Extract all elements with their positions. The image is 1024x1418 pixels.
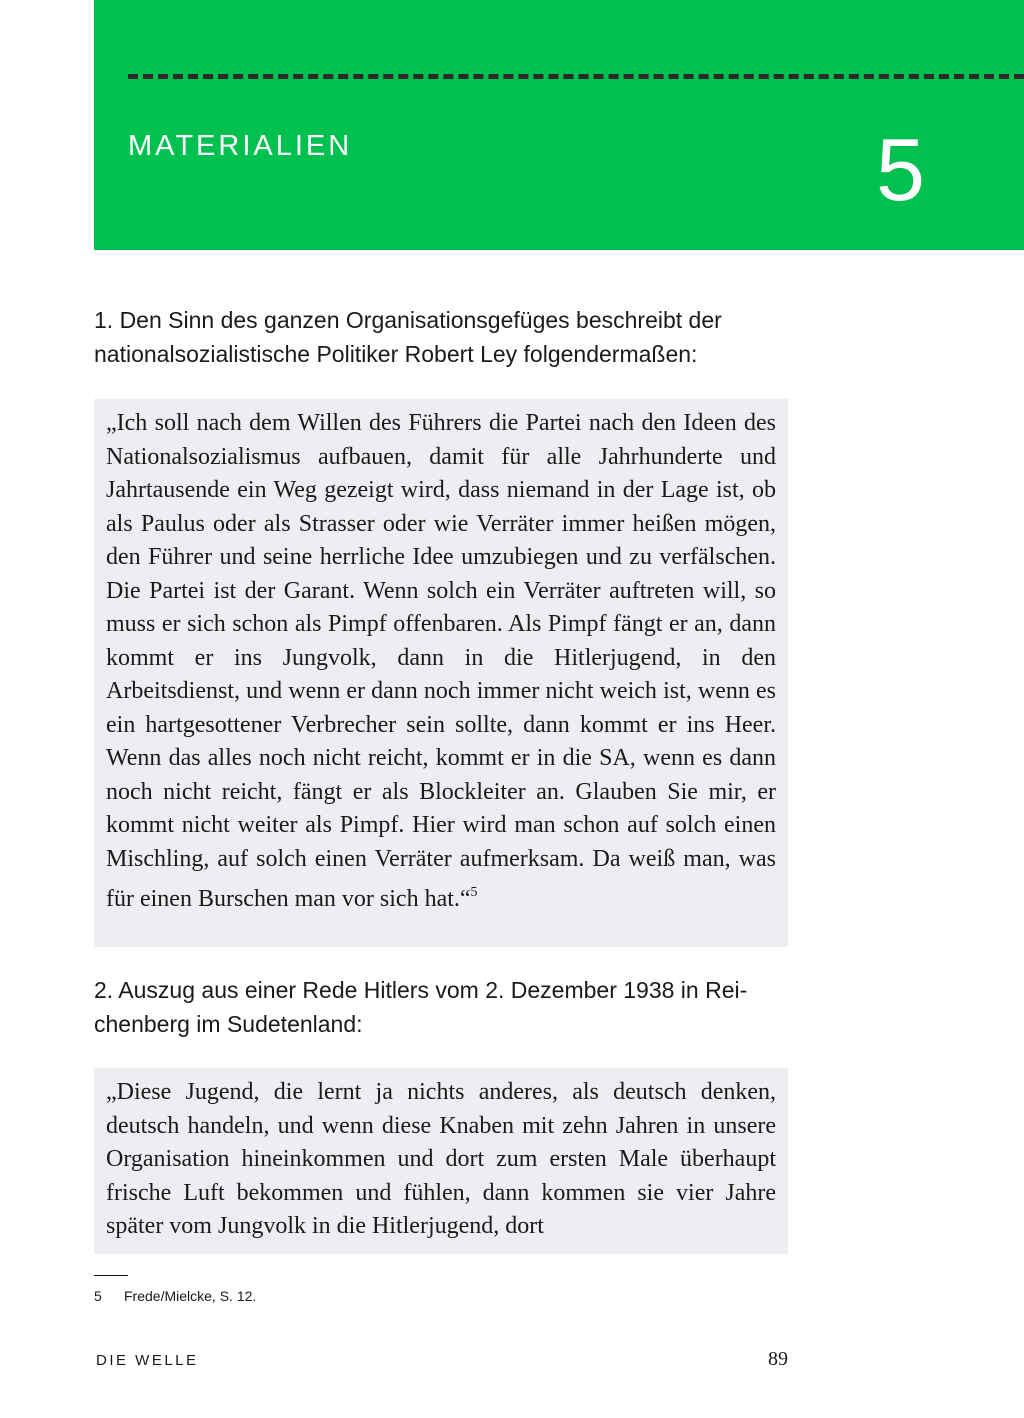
item-2-intro: 2. Auszug aus einer Rede Hitlers vom 2. Dezember 1938 in Reichenberg im Sudetenland: <box>94 977 748 1037</box>
footnote-number: 5 <box>94 1288 102 1304</box>
page-number: 89 <box>768 1348 788 1370</box>
item-1-quote-text: „Ich soll nach dem Willen des Führers die Partei nach den Ideen des Nationalsozialismus aufbauen, damit für alle Jahrhunderte und Jahrtausende ein Weg gezeigt wird, dass niemand in der Lage ist, ob als Paulus oder als Strasser oder wie Verräter immer heißen mögen, den Führer und seine herrliche Idee umzubiegen und zu verfälschen. Die Partei ist der Garant. Wenn solch ein Verräter auftreten will, so muss er sich schon als Pimpf offenbaren. Als Pimpf fängt er an, dann kommt er ins Jungvolk, dann in die Hitlerjugend, in den Arbeitsdienst, und wenn er dann noch immer nicht weich ist, wenn es ein hartgesottener Verbrecher sein sollte, dann kommt er ins Heer. Wenn das alles noch nicht reicht, kommt er in die SA, wenn es dann noch nicht reicht, fängt er als Blockleiter an. Glauben Sie mir, er kommt nicht weiter als Pimpf. Hier wird man schon auf solch einen Mischling, auf solch einen Verräter aufmerksam. Da weiß man, was für einen Burschen man vor sich hat.“$^5$ <box>106 410 776 912</box>
item-2-quote-text: „Diese Jugend, die lernt ja nichts anderes, als deutsch denken, deutsch handeln, und wenn diese Knaben mit zehn Jahren in unsere Organisation hineinkommen und dort zum ersten Male überhaupt frische Luft bekommen und fühlen, dann kommen sie vier Jahre später vom Jungvolk in die Hitlerjugend, dort <box>106 1079 776 1239</box>
chapter-header-banner <box>94 0 1024 250</box>
dashed-rule <box>128 74 1024 79</box>
running-title: DIE WELLE <box>96 1352 199 1369</box>
chapter-number: 5 <box>876 120 925 219</box>
item-2-quote-box <box>94 1068 788 1254</box>
item-1-intro: 1. Den Sinn des ganzen Organisationsgefüges beschreibt der nationalsozialistische Politiker Robert Ley folgendermaßen: <box>94 307 722 367</box>
footnote <box>94 1288 256 1304</box>
footnote-text: Frede/Mielcke, S. 12. <box>124 1288 257 1304</box>
item-1-quote-box <box>94 399 788 947</box>
footnote-reference[interactable]: 5 <box>470 885 478 900</box>
section-title: MATERIALIEN <box>128 130 353 162</box>
footnote-separator <box>94 1275 128 1276</box>
